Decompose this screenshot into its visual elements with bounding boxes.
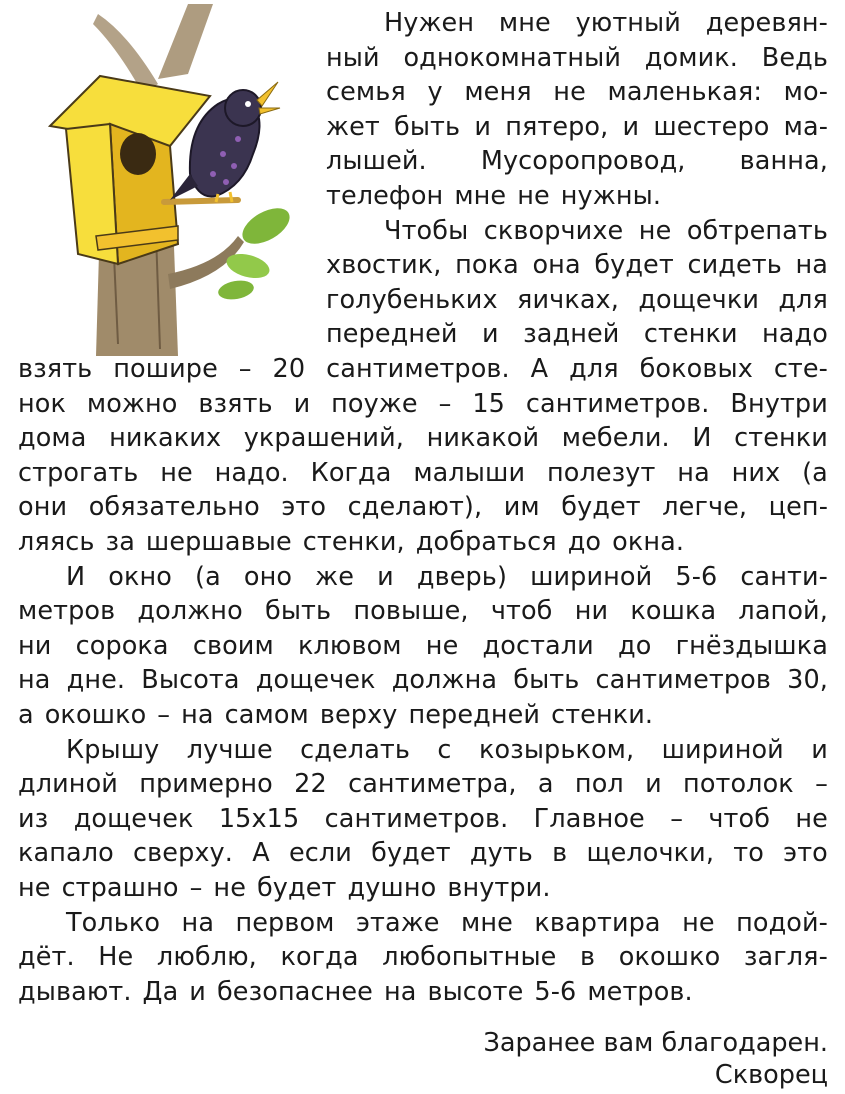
text-line: Только на первом этаже мне квартира не подой-	[66, 907, 828, 938]
text-line: голубеньких яичках, дощечки для	[326, 284, 828, 315]
text-line: капало сверху. А если будет дуть в щелочки, то это	[18, 838, 828, 869]
text-line: они обязательно это сделают), им будет легче, цеп-	[18, 492, 828, 523]
text-line: дёт. Не люблю, когда любопытные в окошко загля-	[18, 942, 828, 973]
text-line: строгать не надо. Когда малыши полезут на них (а	[18, 457, 828, 488]
birdhouse-illustration	[38, 4, 308, 356]
text-line: телефон мне не нужны.	[326, 181, 662, 211]
text-line: дывают. Да и безопаснее на высоте 5-6 метров.	[18, 976, 693, 1007]
text-line: Крышу лучше сделать с козырьком, шириной и	[66, 734, 828, 765]
text-line: ни сорока своим клювом не достали до гнёздышка	[18, 630, 828, 661]
text-line: И окно (а оно же и дверь) шириной 5-6 санти-	[66, 561, 828, 592]
text-line: передней и задней стенки надо	[326, 319, 828, 350]
text-line: нок можно взять и поуже – 15 сантиметров. Внутри	[18, 388, 828, 419]
signature: Скворец	[714, 1060, 828, 1090]
text-line: жет быть и пятеро, и шестеро ма-	[326, 111, 828, 142]
text-line: ляясь за шершавые стенки, добраться до окна.	[18, 527, 685, 557]
text-line: лышей. Мусоропровод, ванна,	[326, 146, 828, 177]
text-line: дома никаких украшений, никакой мебели. И стенки	[18, 423, 828, 454]
text-line: не страшно – не будет душно внутри.	[18, 873, 551, 903]
text-line: метров должно быть повыше, чтоб ни кошка лапой,	[18, 596, 828, 627]
text-line: Нужен мне уютный деревян-	[384, 8, 828, 38]
text-line: взять пошире – 20 сантиметров. А для боковых сте-	[18, 354, 828, 384]
text-line: из дощечек 15х15 сантиметров. Главное – чтоб не	[18, 803, 828, 834]
text-line: семья у меня не маленькая: мо-	[326, 77, 828, 108]
text-line: на дне. Высота дощечек должна быть сантиметров 30,	[18, 665, 828, 696]
closing-line: Заранее вам благодарен.	[483, 1028, 828, 1058]
text-line: длиной примерно 22 сантиметра, а пол и потолок –	[18, 769, 828, 800]
text-line: хвостик, пока она будет сидеть на	[326, 250, 828, 281]
text-line: а окошко – на самом верху передней стенки.	[18, 700, 654, 730]
text-line: Чтобы скворчихе не обтрепать	[384, 215, 828, 246]
text-line: ный однокомнатный домик. Ведь	[326, 42, 828, 73]
